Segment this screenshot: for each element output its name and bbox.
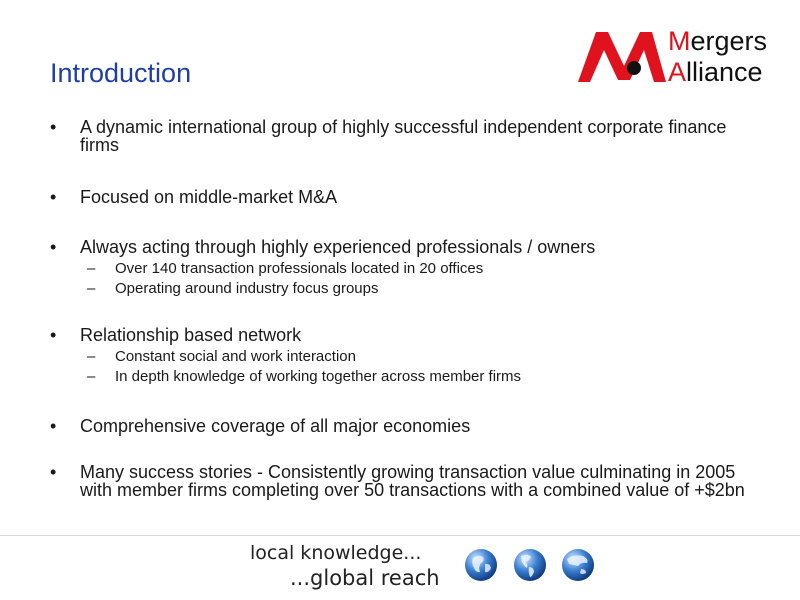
sub-bullet-item: – Constant social and work interaction bbox=[80, 347, 521, 367]
bullet-item bbox=[50, 238, 595, 299]
globe-americas-icon bbox=[513, 548, 547, 582]
sub-bullet-item: – Over 140 transaction professionals located in 20 offices bbox=[80, 259, 595, 279]
bullet-text: Relationship based network bbox=[80, 325, 302, 345]
bullet-text: A dynamic international group of highly successful independent corporate finance firms bbox=[80, 117, 727, 155]
bullet-text: Many success stories - Consistently growing transaction value culminating in 2005 with member firms completing over 50 transactions with a combined value of +$2bn bbox=[80, 462, 745, 500]
bullet-text: Always acting through highly experienced professionals / owners bbox=[80, 237, 596, 257]
tagline-local: local knowledge... bbox=[250, 542, 422, 564]
bullet-item bbox=[50, 463, 770, 499]
logo-initial-a: A bbox=[668, 57, 687, 87]
logo-line-2 bbox=[668, 57, 767, 88]
sub-bullet-list bbox=[80, 259, 595, 299]
logo-word-mergers: ergers bbox=[690, 26, 768, 56]
tagline-global: ...global reach bbox=[290, 566, 440, 590]
sub-bullet-item: – In depth knowledge of working together across member firms bbox=[80, 367, 521, 387]
footer-divider bbox=[0, 535, 800, 536]
bullet-item bbox=[50, 118, 770, 154]
slide-title: Introduction bbox=[50, 58, 192, 88]
bullet-text: Comprehensive coverage of all major economies bbox=[80, 416, 471, 436]
bullet-text: Focused on middle-market M&A bbox=[80, 187, 338, 207]
bullet-item bbox=[50, 188, 337, 206]
globe-europe-icon bbox=[464, 548, 498, 582]
logo-line-1 bbox=[668, 26, 767, 57]
sub-bullet-list bbox=[80, 347, 521, 387]
globe-asia-icon bbox=[561, 548, 595, 582]
bullet-item bbox=[50, 326, 521, 387]
logo-initial-m: M bbox=[668, 26, 691, 56]
logo-wordmark bbox=[668, 26, 767, 88]
bullet-item bbox=[50, 417, 470, 435]
logo-word-alliance: lliance bbox=[686, 57, 763, 87]
sub-bullet-item: – Operating around industry focus groups bbox=[80, 279, 595, 299]
